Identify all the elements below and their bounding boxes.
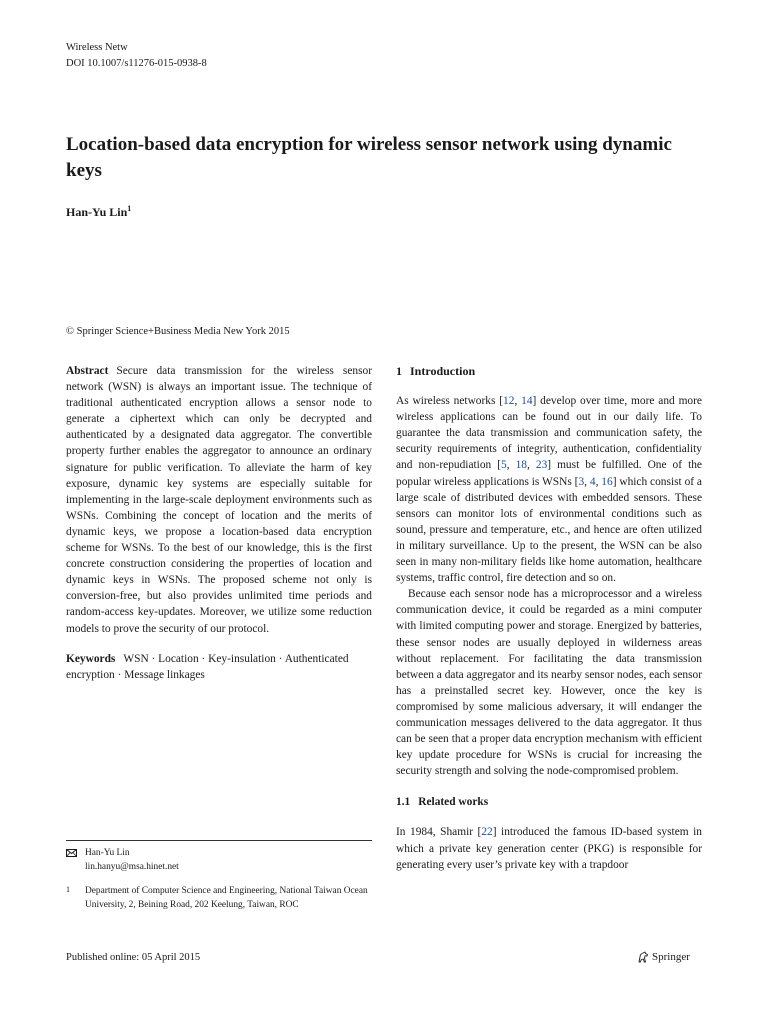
correspondence-email[interactable]: lin.hanyu@msa.hinet.net xyxy=(85,861,179,872)
related-works-paragraph xyxy=(396,824,702,872)
copyright: © Springer Science+Business Media New York 2015 xyxy=(66,326,290,337)
citation-link[interactable]: 22 xyxy=(481,826,493,839)
journal-name: Wireless Netw xyxy=(66,42,128,53)
keywords-text: WSN · Location · Key-insulation · Authenticated encryption · Message linkages xyxy=(66,652,349,681)
right-column xyxy=(396,363,702,873)
footnote-rule xyxy=(66,840,372,841)
doi[interactable]: DOI 10.1007/s11276-015-0938-8 xyxy=(66,58,207,69)
text-run: , xyxy=(506,459,516,472)
section-heading-introduction xyxy=(396,363,702,379)
subsection-number: 1.1 xyxy=(396,796,411,809)
paper-title: Location-based data encryption for wireless sensor network using dynamic keys xyxy=(66,134,672,181)
citation-link[interactable]: 5 xyxy=(501,459,507,472)
text-run: ] develop over time, more and more wireless applications can be found out in our daily life. To guarantee the data transmission and communication safety, the security requirements of integrity, authentication, confidentiality and non-repudiation [ xyxy=(396,395,702,472)
author-affil-mark: 1 xyxy=(127,204,132,213)
section-number: 1 xyxy=(396,364,402,378)
text-run: ] introduced the famous ID-based system in which a private key generation center (PKG) is responsible for generating every user’s private key with a trapdoor xyxy=(396,826,702,871)
abstract xyxy=(66,363,372,637)
text-run: ] must be fulfilled. One of the popular wireless applications is WSNs [ xyxy=(396,459,702,488)
abstract-text: Secure data transmission for the wireless sensor network (WSN) is always an important issue. The technique of traditional authenticated encryption allows a sensor node to generate a ciphertext which can only be decrypted and authenticated by a designated data aggregator. The convertible property further enables the aggregator to announce an ordinary signature for public verification. To alleviate the harm of key exposure, dynamic key systems are especially suitable for implementing in the large-scale deployment environments such as WSNs. Combining the concept of location and the merits of dynamic keys, we propose a location-based data encryption scheme for WSNs. To the best of our knowledge, this is the first concrete construction considering the properties of location and dynamic keys in WSNs. The proposed scheme not only is conversion-free, but also provides unlimited time periods and random-access key-updates. Moreover, we utilize some reduction models to prove the security of our protocol. xyxy=(66,365,372,635)
text-run: ] which consist of a large scale of distributed devices with embedded sensors. These sensors can monitor lots of environmental conditions such as sound, pressure and temperature, etc., and hence are often utilized in military surveillance. Up to the present, the WSN can be also seen in many non-military fields like home automation, healthcare systems, traffic control, fire detection and so on. xyxy=(396,475,702,585)
left-column xyxy=(66,363,372,683)
citation-link[interactable]: 23 xyxy=(535,459,548,472)
intro-paragraph-1 xyxy=(396,393,702,586)
section-title: Introduction xyxy=(410,364,476,378)
envelope-icon xyxy=(66,847,85,874)
springer-horse-icon xyxy=(637,951,649,963)
text-run: , xyxy=(584,475,590,488)
citation-link[interactable]: 3 xyxy=(578,475,585,488)
springer-label: Springer xyxy=(652,951,690,963)
text-run: , xyxy=(514,395,522,408)
citation-link[interactable]: 4 xyxy=(589,475,596,488)
text-run: In 1984, Shamir [ xyxy=(396,826,482,839)
citation-link[interactable]: 14 xyxy=(521,395,533,408)
correspondence xyxy=(66,847,372,874)
footnotes xyxy=(66,847,372,912)
citation-link[interactable]: 18 xyxy=(515,459,527,472)
published-date: Published online: 05 April 2015 xyxy=(66,952,201,963)
intro-paragraph-2: Because each sensor node has a microprocessor and a wireless communication device, it could be regarded as a mini computer with limited computing power and storage. Energized by batteries, these sensor nodes are usually deployed in wilderness areas without replacement. For facilitating the data transmission between a data aggregator and its nearby sensor nodes, each sensor has a preinstalled secret key. However, once the key is compromised by some malicious adversary, it will endanger the communication messages delivered to the data aggregator. It thus can be seen that a proper data encryption mechanism with efficient key update procedure for WSNs is crucial for increasing the security strength and solving the node-compromised problem. xyxy=(396,588,702,778)
journal-header xyxy=(66,40,207,72)
keywords-label: Keywords xyxy=(66,652,116,665)
author-name[interactable]: Han-Yu Lin xyxy=(66,205,128,219)
text-run: As wireless networks [ xyxy=(396,395,504,408)
springer-logo xyxy=(637,951,690,963)
author-line xyxy=(66,204,131,220)
text-run: , xyxy=(595,475,602,488)
correspondence-name: Han-Yu Lin xyxy=(85,848,130,858)
abstract-label: Abstract xyxy=(66,365,109,377)
keywords xyxy=(66,651,372,683)
subsection-heading-related-works xyxy=(396,794,702,810)
citation-link[interactable]: 12 xyxy=(503,395,515,408)
affiliation-mark: 1 xyxy=(66,885,70,894)
subsection-title: Related works xyxy=(418,796,489,809)
citation-link[interactable]: 16 xyxy=(601,475,613,488)
affiliation-text: Department of Computer Science and Engineering, National Taiwan Ocean University, 2, Beining Road, 202 Keelung, Taiwan, ROC xyxy=(85,886,368,910)
affiliation xyxy=(66,885,372,912)
text-run: , xyxy=(527,459,536,472)
